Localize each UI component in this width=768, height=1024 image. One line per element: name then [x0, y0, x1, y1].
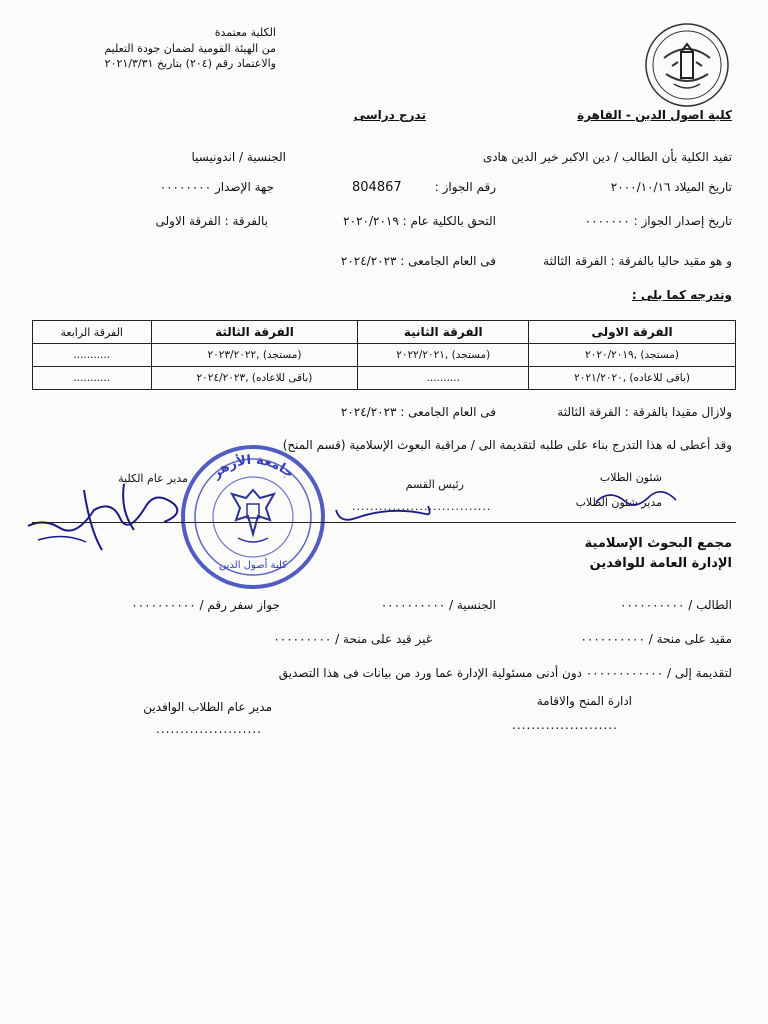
- nationality: الجنسية / اندونيسيا: [191, 150, 286, 164]
- passport-issue-date: تاريخ إصدار الجواز : ٠٠٠٠٠٠٠: [584, 214, 732, 228]
- table-cell: (باقى للاعاده) ,٢٠٢١/٢٠٢٠: [529, 367, 736, 390]
- bottom-non-scholarship: غير قيد على منحة / ٠٠٠٠٠٠٠٠٠: [273, 632, 432, 646]
- table-cell: (مستجد) ,٢٠٢٣/٢٠٢٢: [151, 344, 358, 367]
- passport-number: 804867: [352, 180, 402, 195]
- enrollment-level: بالفرقة : الفرقة الاولى: [155, 214, 268, 228]
- scholarships-admin-sign-line: ......................: [512, 718, 618, 732]
- official-stamp: [178, 442, 328, 592]
- still-enrolled: ولازال مقيدا بالفرقة : الفرقة الثالثة: [557, 405, 732, 419]
- header-year-2: الفرقة الثانية: [358, 321, 529, 344]
- progression-heading: وتدرجه كما يلى :: [631, 288, 732, 302]
- passport-label: رقم الجواز :: [434, 180, 496, 194]
- accreditation-line-1: الكلية معتمدة: [214, 26, 276, 39]
- current-academic-year: فى العام الجامعى : ٢٠٢٤/٢٠٢٣: [340, 254, 496, 268]
- table-cell: ...........: [33, 344, 152, 367]
- student-affairs-label: شئون الطلاب: [599, 471, 662, 484]
- table-cell: (باقى للاعاده) ,٢٠٢٤/٢٠٢٣: [151, 367, 358, 390]
- table-row: [33, 344, 736, 367]
- header-year-3: الفرقة الثالثة: [151, 321, 358, 344]
- stamp-outer-text: جامعة الأزهر: [209, 452, 297, 482]
- college-name: كلية اصول الدين - القاهرة: [577, 108, 732, 122]
- expat-director-label: مدير عام الطلاب الوافدين: [143, 700, 272, 714]
- table-cell: (مستجد) ,٢٠٢٠/٢٠١٩: [529, 344, 736, 367]
- college-director-label: مدير عام الكلية: [118, 472, 188, 485]
- table-cell: (مستجد) ,٢٠٢٢/٢٠٢١: [358, 344, 529, 367]
- expat-director-sign-line: ......................: [156, 722, 262, 736]
- department-head-sign-line: ...............................: [352, 500, 492, 513]
- bottom-scholarship: مقيد على منحة / ٠٠٠٠٠٠٠٠٠٠: [580, 632, 732, 646]
- current-level: و هو مقيد حاليا بالفرقة : الفرقة الثالثة: [543, 254, 732, 268]
- accreditation-line-3: والاعتماد رقم (٢٠٤) بتاريخ ٢٠٢١/٣/٣١: [104, 57, 276, 70]
- student-name-line: تفيد الكلية بأن الطالب / دين الاكبر خير الدين هادى: [482, 150, 732, 164]
- bottom-passport: جواز سفر رقم / ٠٠٠٠٠٠٠٠٠٠: [131, 598, 280, 612]
- table-header-row: [33, 321, 736, 344]
- progression-table: [32, 320, 736, 390]
- document-title: تدرج دراسى: [353, 108, 426, 122]
- bottom-submission: لتقديمة إلى / ٠٠٠٠٠٠٠٠٠٠٠٠ دون أدنى مسئولية الإدارة عما ورد من بيانات فى هذا التصديق: [278, 666, 732, 680]
- header-year-1: الفرقة الاولى: [529, 321, 736, 344]
- accreditation-line-2: من الهيئة القومية لضمان جودة التعليم: [104, 42, 276, 55]
- table-cell: ..........: [358, 367, 529, 390]
- student-affairs-director-label: مدير شئون الطلاب: [575, 496, 662, 509]
- table-cell: ...........: [33, 367, 152, 390]
- passport-issuer: جهة الإصدار ٠٠٠٠٠٠٠٠: [159, 180, 274, 194]
- student-affairs-signature: [592, 478, 682, 518]
- bottom-student: الطالب / ٠٠٠٠٠٠٠٠٠٠: [619, 598, 732, 612]
- college-logo: [644, 22, 730, 108]
- director-signature: [24, 470, 194, 560]
- department-title: الإدارة العامة للوافدين: [589, 556, 732, 571]
- birth-date: تاريخ الميلاد ٢٠٠٠/١٠/١٦: [610, 180, 732, 194]
- section-divider: [32, 522, 736, 523]
- header-year-4: الفرقة الرابعة: [33, 321, 152, 344]
- still-enrolled-year: فى العام الجامعى : ٢٠٢٤/٢٠٢٣: [340, 405, 496, 419]
- table-row: [33, 367, 736, 390]
- issued-for-line: وقد أعطى له هذا التدرج بناء على طلبه لتقديمة الى / مراقبة البعوث الإسلامية (قسم المنح): [282, 438, 732, 452]
- org-title: مجمع البحوث الإسلامية: [584, 536, 732, 551]
- bottom-nationality: الجنسية / ٠٠٠٠٠٠٠٠٠٠: [380, 598, 496, 612]
- enrollment-year: التحق بالكلية عام : ٢٠٢٠/٢٠١٩: [343, 214, 496, 228]
- scholarships-admin-label: ادارة المنح والاقامة: [536, 694, 632, 708]
- stamp-inner-text: كلية أصول الدين: [219, 560, 287, 571]
- department-head-label: رئيس القسم: [405, 478, 464, 491]
